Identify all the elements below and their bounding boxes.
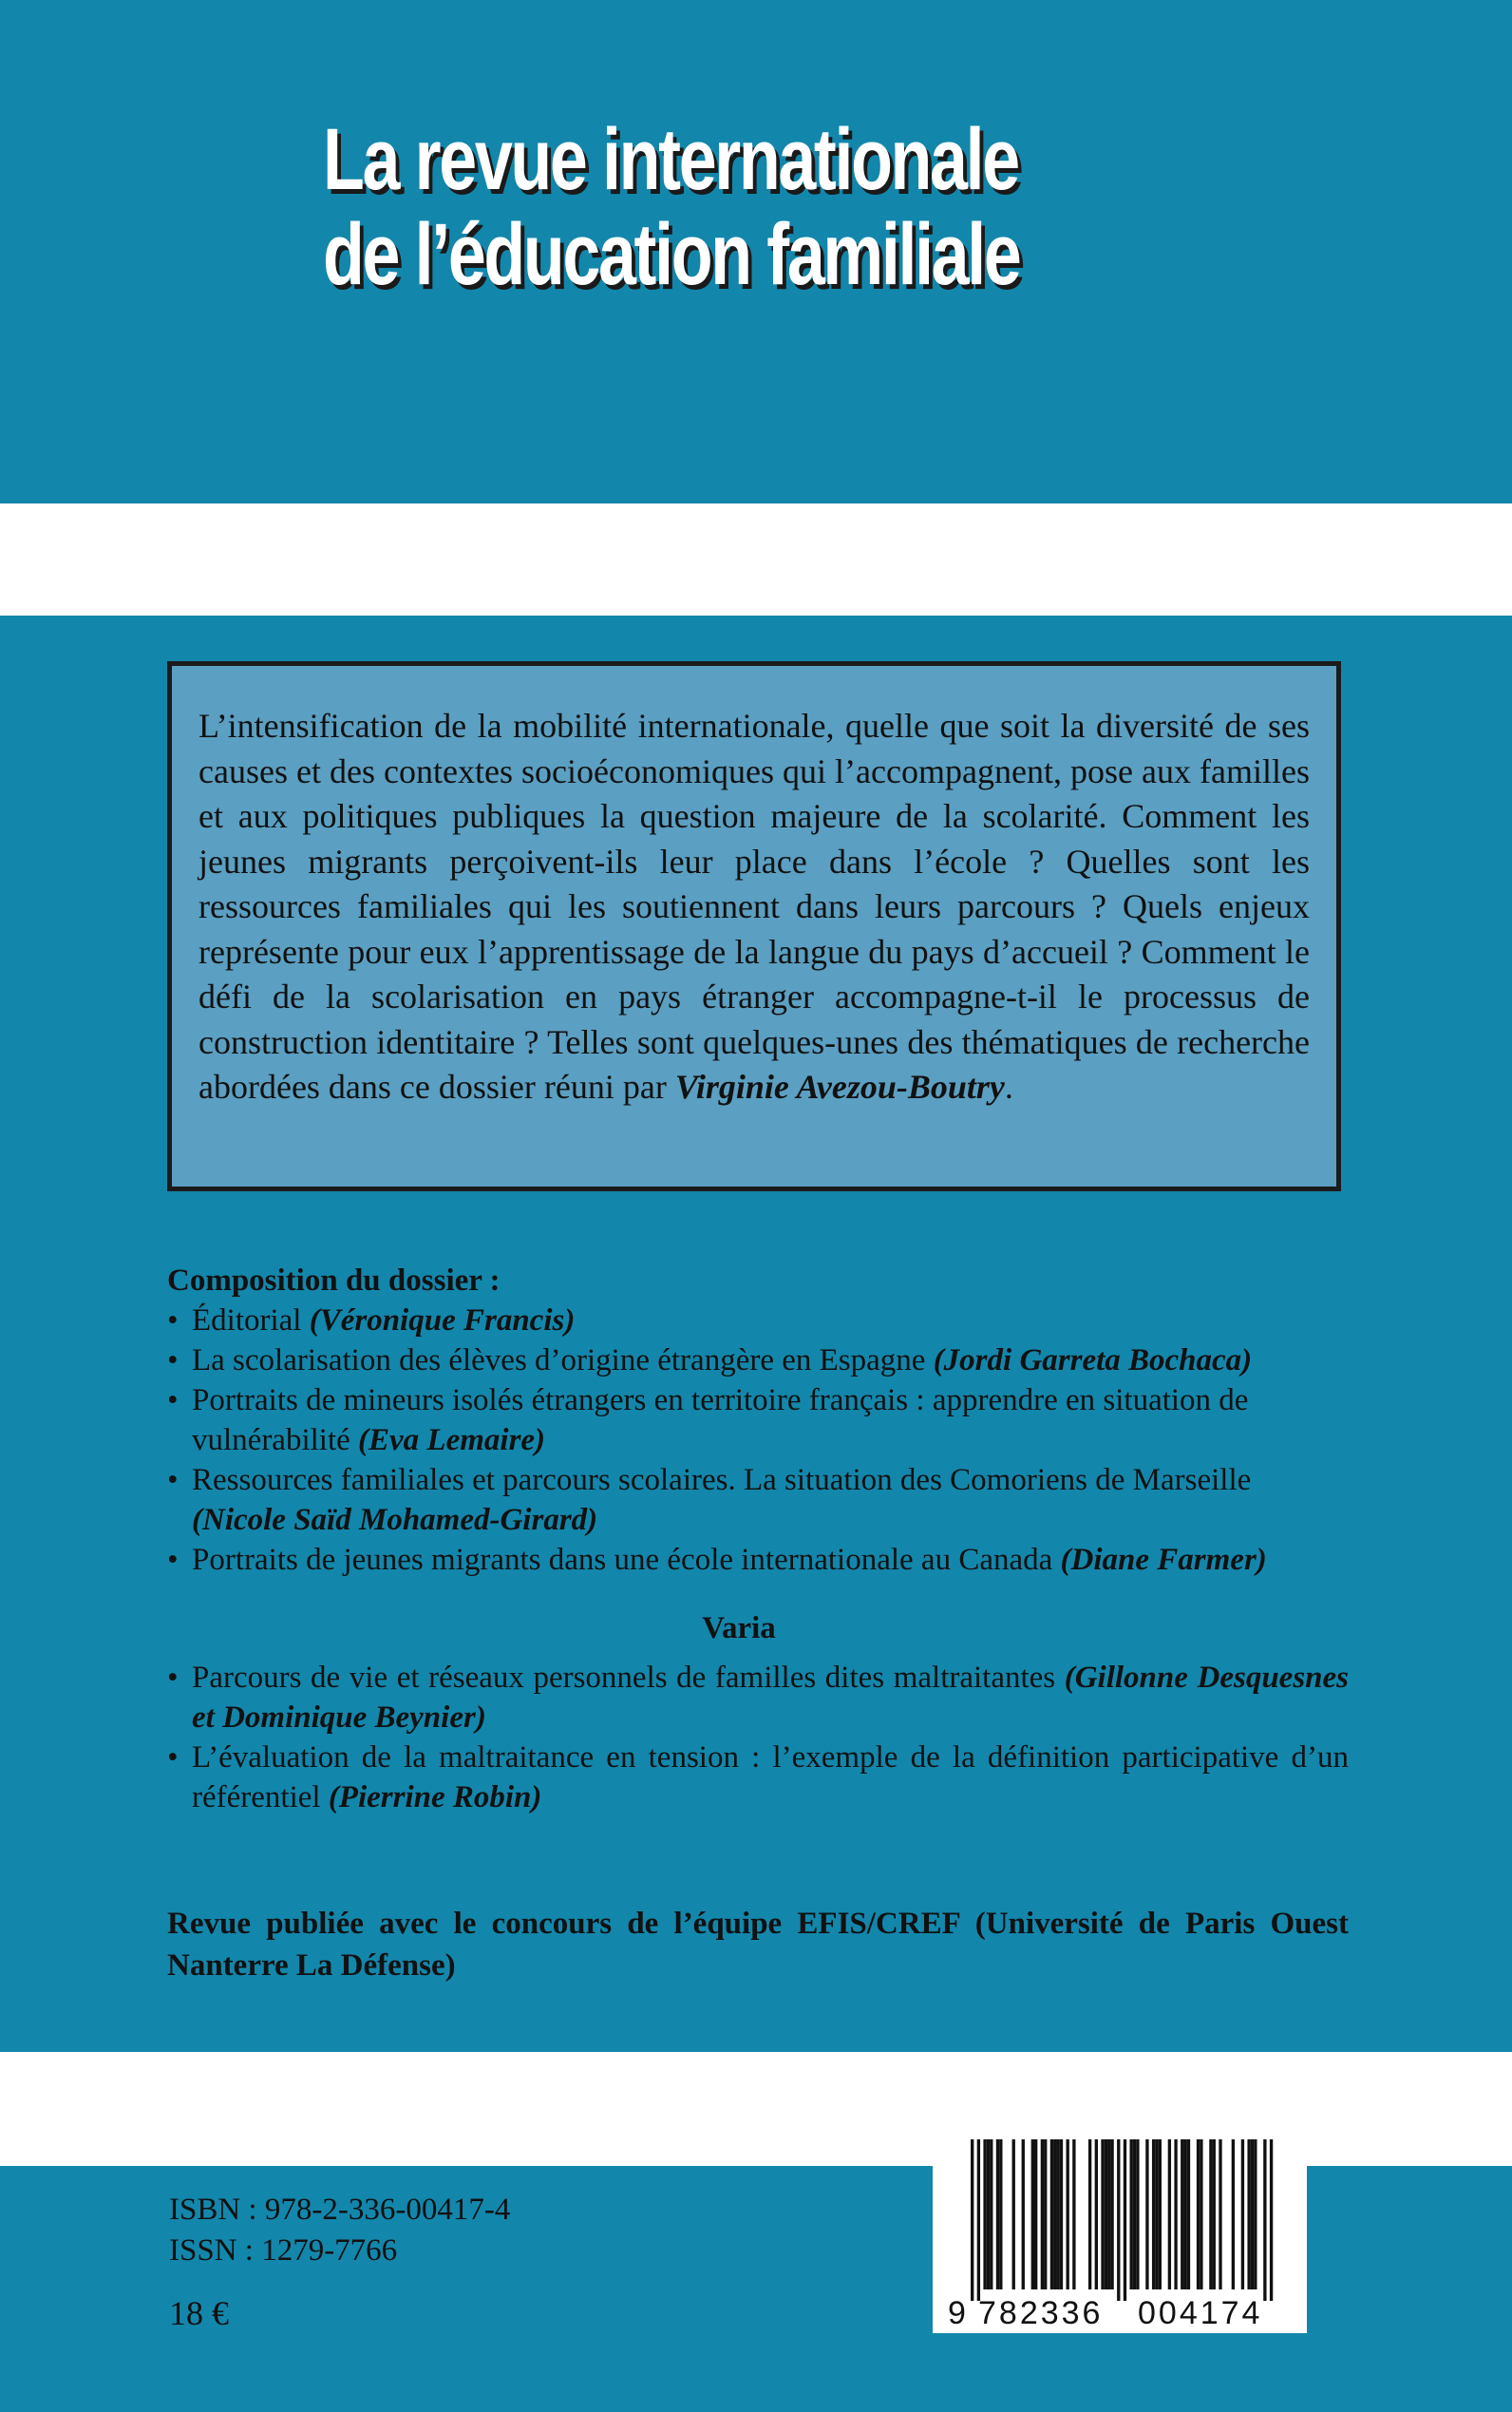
item-author: (Véronique Francis) bbox=[309, 1303, 576, 1338]
contents-item bbox=[167, 1301, 1349, 1340]
barcode-bar bbox=[1031, 2139, 1034, 2289]
barcode-bars bbox=[971, 2139, 1273, 2301]
item-author: (Pierrine Robin) bbox=[328, 1780, 542, 1814]
barcode-bar bbox=[1159, 2139, 1162, 2289]
summary-box bbox=[167, 661, 1341, 1191]
varia-item bbox=[167, 1738, 1349, 1817]
barcode-bar bbox=[1152, 2139, 1155, 2289]
varia-heading: Varia bbox=[702, 1611, 776, 1645]
summary-end: . bbox=[1004, 1068, 1013, 1106]
issn-text: ISSN : 1279-7766 bbox=[169, 2233, 398, 2268]
journal-title bbox=[323, 112, 1138, 302]
barcode-bar bbox=[1183, 2139, 1186, 2289]
barcode-first-digit: 9 bbox=[948, 2295, 966, 2331]
contents-item bbox=[167, 1540, 1349, 1580]
barcode-bar bbox=[1034, 2139, 1037, 2289]
barcode-bar bbox=[1181, 2139, 1183, 2289]
barcode-bar bbox=[983, 2139, 986, 2289]
barcode-bar bbox=[1105, 2139, 1107, 2289]
barcode-bar bbox=[1072, 2139, 1075, 2289]
barcode-bar bbox=[1254, 2139, 1257, 2289]
barcode-bar bbox=[1022, 2139, 1025, 2289]
barcode-bar bbox=[1145, 2139, 1148, 2289]
item-title: Ressources familiales et parcours scolaires. La situation des Comoriens de Marseille bbox=[192, 1463, 1252, 1497]
contents-item bbox=[167, 1380, 1349, 1460]
barcode-bar bbox=[1095, 2139, 1098, 2289]
publisher-note: Revue publiée avec le concours de l’équipe EFIS/CREF (Université de Paris Ouest Nanterre La Défense) bbox=[167, 1907, 1349, 1983]
contents-section bbox=[167, 1261, 1349, 1817]
barcode-bar bbox=[1197, 2139, 1200, 2289]
barcode-bar bbox=[1117, 2139, 1120, 2301]
item-author: (Jordi Garreta Bochaca) bbox=[933, 1343, 1253, 1377]
barcode-bar bbox=[1110, 2139, 1113, 2289]
barcode-bar bbox=[999, 2139, 1002, 2289]
composition-heading: Composition du dossier : bbox=[167, 1263, 501, 1298]
item-title: La scolarisation des élèves d’origine étrangère en Espagne bbox=[192, 1343, 926, 1377]
barcode-bar bbox=[1247, 2139, 1250, 2289]
barcode-bar bbox=[1187, 2139, 1190, 2289]
title-line-1: La revue internationale bbox=[323, 111, 1018, 208]
barcode-bar bbox=[1088, 2139, 1091, 2289]
barcode-graphic bbox=[933, 2126, 1307, 2333]
barcode-bar bbox=[977, 2139, 980, 2301]
barcode-bar bbox=[1053, 2139, 1056, 2289]
barcode-bar bbox=[996, 2139, 999, 2289]
barcode-bar bbox=[1241, 2139, 1244, 2289]
barcode-bar bbox=[987, 2139, 990, 2289]
barcode-bar bbox=[1107, 2139, 1110, 2289]
item-author: (Gillonne Desquesnes et Dominique Beynier) bbox=[192, 1661, 1350, 1735]
price-text: 18 € bbox=[169, 2294, 229, 2332]
barcode-right-digits: 004174 bbox=[1138, 2295, 1263, 2331]
barcode-bar bbox=[1060, 2139, 1063, 2289]
item-title: Éditorial bbox=[192, 1303, 302, 1338]
barcode-bar bbox=[1168, 2139, 1171, 2289]
item-author: (Eva Lemaire) bbox=[358, 1423, 546, 1457]
contents-item bbox=[167, 1340, 1349, 1380]
isbn-text: ISBN : 978-2-336-00417-4 bbox=[169, 2193, 511, 2227]
identifier-codes bbox=[169, 2190, 510, 2271]
varia-item bbox=[167, 1658, 1349, 1738]
barcode-bar bbox=[1012, 2139, 1015, 2289]
barcode-bar bbox=[1067, 2139, 1069, 2289]
title-line-2: de l’éducation familiale bbox=[323, 206, 1020, 303]
barcode-bar bbox=[1174, 2139, 1177, 2289]
barcode-bar bbox=[1041, 2139, 1044, 2289]
item-title: Portraits de mineurs isolés étrangers en territoire français : apprendre en situation de vulnérabilité bbox=[192, 1383, 1249, 1457]
barcode-left-digits: 782336 bbox=[978, 2295, 1104, 2331]
contents-item bbox=[167, 1460, 1349, 1540]
barcode-bar bbox=[1130, 2139, 1133, 2289]
barcode-bar bbox=[971, 2139, 973, 2301]
barcode-bar bbox=[990, 2139, 992, 2289]
barcode-bar bbox=[1050, 2139, 1053, 2289]
barcode-bar bbox=[1056, 2139, 1059, 2289]
item-title: Parcours de vie et réseaux personnels de familles dites maltraitantes bbox=[192, 1661, 1056, 1695]
barcode-bar bbox=[1136, 2139, 1139, 2289]
barcode-bar bbox=[1270, 2139, 1273, 2301]
barcode-bar bbox=[1219, 2139, 1221, 2289]
barcode-bar bbox=[1251, 2139, 1254, 2289]
barcode-bar bbox=[1209, 2139, 1212, 2289]
barcode-bar bbox=[1155, 2139, 1158, 2289]
item-title: L’évaluation de la maltraitance en tension : l’exemple de la définition participative d’un référentiel bbox=[192, 1740, 1349, 1814]
item-title: Portraits de jeunes migrants dans une école internationale au Canada bbox=[192, 1543, 1053, 1577]
barcode-bar bbox=[1044, 2139, 1047, 2289]
barcode-bar bbox=[1133, 2139, 1136, 2289]
summary-text: L’intensification de la mobilité internationale, quelle que soit la diversité de ses causes et des contextes socioéconomiques qui l’accompagnent, pose aux familles et aux politiques publiques la question majeure de la scolarité. Comment les jeunes migrants perçoivent-ils leur place dans l’école ? Quelles sont les ressources familiales qui les soutiennent dans leurs parcours ? Quels enjeux représente pour eux l’apprentissage de la langue du pays d’accueil ? Comment le défi de la scolarisation en pays étranger accompagne-t-il le processus de construction identitaire ? Telles sont quelques-unes des thématiques de recherche abordées dans ce dossier réuni par bbox=[198, 707, 1310, 1106]
barcode bbox=[933, 2126, 1307, 2333]
summary-editor: Virginie Avezou-Boutry bbox=[674, 1068, 1005, 1106]
barcode-bar bbox=[1101, 2139, 1104, 2289]
barcode-bar bbox=[1232, 2139, 1235, 2289]
item-author: (Diane Farmer) bbox=[1060, 1543, 1267, 1577]
barcode-bar bbox=[1200, 2139, 1202, 2289]
barcode-bar bbox=[1263, 2139, 1266, 2301]
item-author: (Nicole Saïd Mohamed-Girard) bbox=[192, 1503, 598, 1537]
barcode-bar bbox=[1213, 2139, 1216, 2289]
barcode-bar bbox=[1124, 2139, 1126, 2301]
